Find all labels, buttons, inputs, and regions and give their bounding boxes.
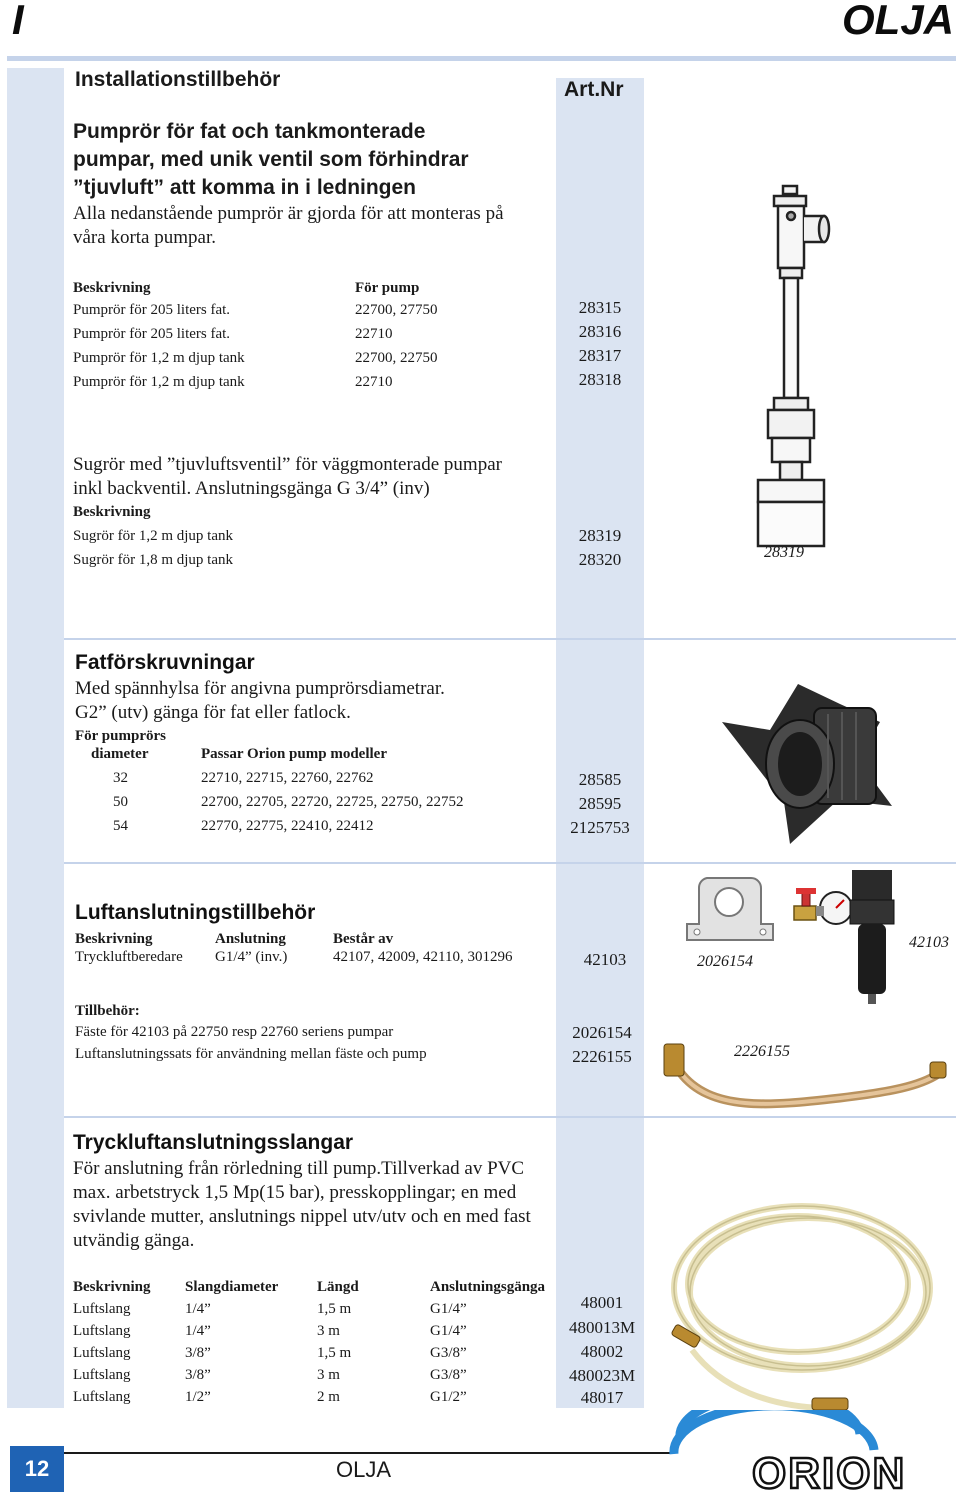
fatforskruvningar-description (75, 677, 445, 725)
sugror-image-label: 28319 (764, 544, 804, 561)
section-divider (64, 638, 956, 640)
footer-rule (64, 1452, 672, 1454)
luft-col-desc: Beskrivning (75, 931, 153, 947)
pumprors-title-line: Pumprör för fat och tankmonterade (73, 120, 426, 143)
section-divider (64, 862, 956, 864)
pumprors-row-pump: 22710 (355, 374, 393, 390)
art-number-column (556, 78, 644, 1408)
slang-row-diam: 1/4” (185, 1301, 211, 1317)
install-title: Installationstillbehör (75, 68, 281, 91)
pumprors-row-pump: 22710 (355, 326, 393, 342)
slang-col-desc: Beskrivning (73, 1279, 151, 1295)
fatforskruvningar-title: Fatförskruvningar (75, 651, 255, 674)
coiled-hose-image (652, 1170, 952, 1420)
footer-section-name: OLJA (336, 1457, 392, 1482)
pumprors-row-art: 28317 (578, 346, 622, 365)
slang-row-len: 3 m (317, 1323, 340, 1339)
slang-row-diam: 3/8” (185, 1367, 211, 1383)
sugror-row-art: 28319 (578, 526, 622, 545)
slang-row-diam: 3/8” (185, 1345, 211, 1361)
slang-row-thread: G1/2” (430, 1389, 467, 1405)
pumprors-desc-line: våra korta pumpar. (73, 227, 216, 248)
luft-col-conn: Anslutning (215, 931, 286, 947)
chapter-letter: I (12, 0, 24, 43)
fatforskruvningar-desc-line: G2” (utv) gänga för fat eller fatlock. (75, 702, 351, 723)
section-name-header: OLJA (842, 0, 955, 43)
slang-row-thread: G1/4” (430, 1301, 467, 1317)
slang-row-diam: 1/2” (185, 1389, 211, 1405)
pumprors-row-art: 28315 (578, 298, 622, 317)
hose-kit-image-label: 2226155 (734, 1043, 790, 1060)
fatforskruvningar-desc-line: Med spännhylsa för angivna pumprörsdiametrar. (75, 678, 445, 699)
pump-tube-image (730, 182, 850, 552)
pumprors-row-desc: Pumprör för 205 liters fat. (73, 302, 231, 318)
slang-row-art: 480013M (568, 1318, 636, 1337)
slang-row-len: 1,5 m (317, 1301, 352, 1317)
slang-row-desc: Luftslang (73, 1345, 131, 1361)
slang-row-desc: Luftslang (73, 1389, 131, 1405)
pumprors-col-desc: Beskrivning (73, 280, 151, 296)
slang-row-desc: Luftslang (73, 1323, 131, 1339)
fat-row-diam: 32 (113, 770, 128, 786)
slangar-title: Tryckluftanslutningsslangar (73, 1131, 354, 1154)
slang-row-art: 480023M (568, 1366, 636, 1385)
slangar-description (73, 1157, 531, 1253)
pumprors-row-desc: Pumprör för 1,2 m djup tank (73, 374, 245, 390)
fat-row-models: 22700, 22705, 22720, 22725, 22750, 22752 (201, 794, 464, 810)
pumprors-description (73, 202, 504, 250)
orion-logo (660, 1410, 958, 1500)
slang-row-thread: G3/8” (430, 1367, 467, 1383)
slang-row-len: 1,5 m (317, 1345, 352, 1361)
orion-logo-wordmark: ORION (752, 1449, 907, 1498)
sugror-col-desc: Beskrivning (73, 504, 151, 520)
luft-row-conn: G1/4” (inv.) (215, 949, 288, 965)
slang-row-art: 48002 (580, 1342, 624, 1361)
slang-row-len: 3 m (317, 1367, 340, 1383)
pumprors-row-desc: Pumprör för 1,2 m djup tank (73, 350, 245, 366)
sugror-desc-line: inkl backventil. Anslutningsgänga G 3/4” (inv) (73, 478, 430, 499)
fat-col-diam-1: För pumprörs (75, 728, 166, 744)
luft-row-parts: 42107, 42009, 42110, 301296 (333, 949, 513, 965)
pumprors-title (73, 118, 469, 202)
slangar-desc-line: svivlande mutter, anslutnings nippel utv/utv och en med fast (73, 1206, 531, 1227)
slang-row-desc: Luftslang (73, 1367, 131, 1383)
luft-col-parts: Består av (333, 931, 394, 947)
pumprors-desc-line: Alla nedanstående pumprör är gjorda för att monteras på (73, 203, 504, 224)
fat-row-art: 28585 (578, 770, 622, 789)
accessory-desc: Luftanslutningssats för användning mellan fäste och pump (75, 1046, 427, 1062)
fat-row-models: 22710, 22715, 22760, 22762 (201, 770, 374, 786)
slang-row-thread: G1/4” (430, 1323, 467, 1339)
pumprors-title-line: ”tjuvluft” att komma in i ledningen (73, 176, 417, 199)
luft-row-art: 42103 (583, 950, 627, 969)
pumprors-col-pump: För pump (355, 280, 420, 296)
page-number: 12 (10, 1446, 64, 1492)
sugror-desc-line: Sugrör med ”tjuvluftsventil” för väggmonterade pumpar (73, 454, 502, 475)
accessory-art: 2026154 (572, 1023, 632, 1042)
slangar-desc-line: För anslutning från rörledning till pump.Tillverkad av PVC (73, 1158, 525, 1179)
fat-col-diam-2: diameter (91, 746, 149, 762)
bung-fitting-image (718, 682, 898, 848)
luft-row-desc: Tryckluftberedare (75, 949, 183, 965)
sugror-description (73, 453, 502, 501)
accessory-desc: Fäste för 42103 på 22750 resp 22760 seriens pumpar (75, 1024, 394, 1040)
luftanslutning-title: Luftanslutningstillbehör (75, 901, 316, 924)
fat-row-art: 28595 (578, 794, 622, 813)
pumprors-row-desc: Pumprör för 205 liters fat. (73, 326, 231, 342)
section-divider (64, 1116, 956, 1118)
pumprors-row-art: 28318 (578, 370, 622, 389)
fat-row-diam: 54 (113, 818, 128, 834)
slang-row-art: 48017 (580, 1388, 624, 1407)
fat-col-models: Passar Orion pump modeller (201, 746, 387, 762)
slang-col-thread: Anslutningsgänga (430, 1279, 546, 1295)
slang-row-len: 2 m (317, 1389, 340, 1405)
accessory-art: 2226155 (572, 1047, 632, 1066)
accessories-label: Tillbehör: (75, 1003, 140, 1019)
hose-kit-image (650, 1026, 950, 1116)
slang-row-thread: G3/8” (430, 1345, 467, 1361)
pumprors-row-art: 28316 (578, 322, 622, 341)
slang-row-art: 48001 (580, 1293, 624, 1312)
slang-row-diam: 1/4” (185, 1323, 211, 1339)
sugror-row-desc: Sugrör för 1,2 m djup tank (73, 528, 233, 544)
sugror-row-art: 28320 (578, 550, 622, 569)
slangar-desc-line: max. arbetstryck 1,5 Mp(15 bar), presskopplingar; en med (73, 1182, 517, 1203)
fat-row-diam: 50 (113, 794, 128, 810)
left-margin-band (7, 68, 64, 1408)
pumprors-row-pump: 22700, 22750 (355, 350, 438, 366)
pumprors-row-pump: 22700, 27750 (355, 302, 438, 318)
slangar-desc-line: utvändig gänga. (73, 1230, 195, 1251)
air-regulator-image (788, 866, 908, 1006)
header-rule (7, 56, 956, 61)
pumprors-title-line: pumpar, med unik ventil som förhindrar (73, 148, 469, 171)
fat-row-models: 22770, 22775, 22410, 22412 (201, 818, 374, 834)
art-nr-header: Art.Nr (564, 78, 624, 101)
slang-col-len: Längd (317, 1279, 359, 1295)
slang-col-diam: Slangdiameter (185, 1279, 279, 1295)
regulator-image-label: 42103 (909, 934, 949, 951)
fat-row-art: 2125753 (570, 818, 630, 837)
bracket-image (683, 874, 777, 946)
bracket-image-label: 2026154 (697, 953, 753, 970)
sugror-row-desc: Sugrör för 1,8 m djup tank (73, 552, 233, 568)
slang-row-desc: Luftslang (73, 1301, 131, 1317)
